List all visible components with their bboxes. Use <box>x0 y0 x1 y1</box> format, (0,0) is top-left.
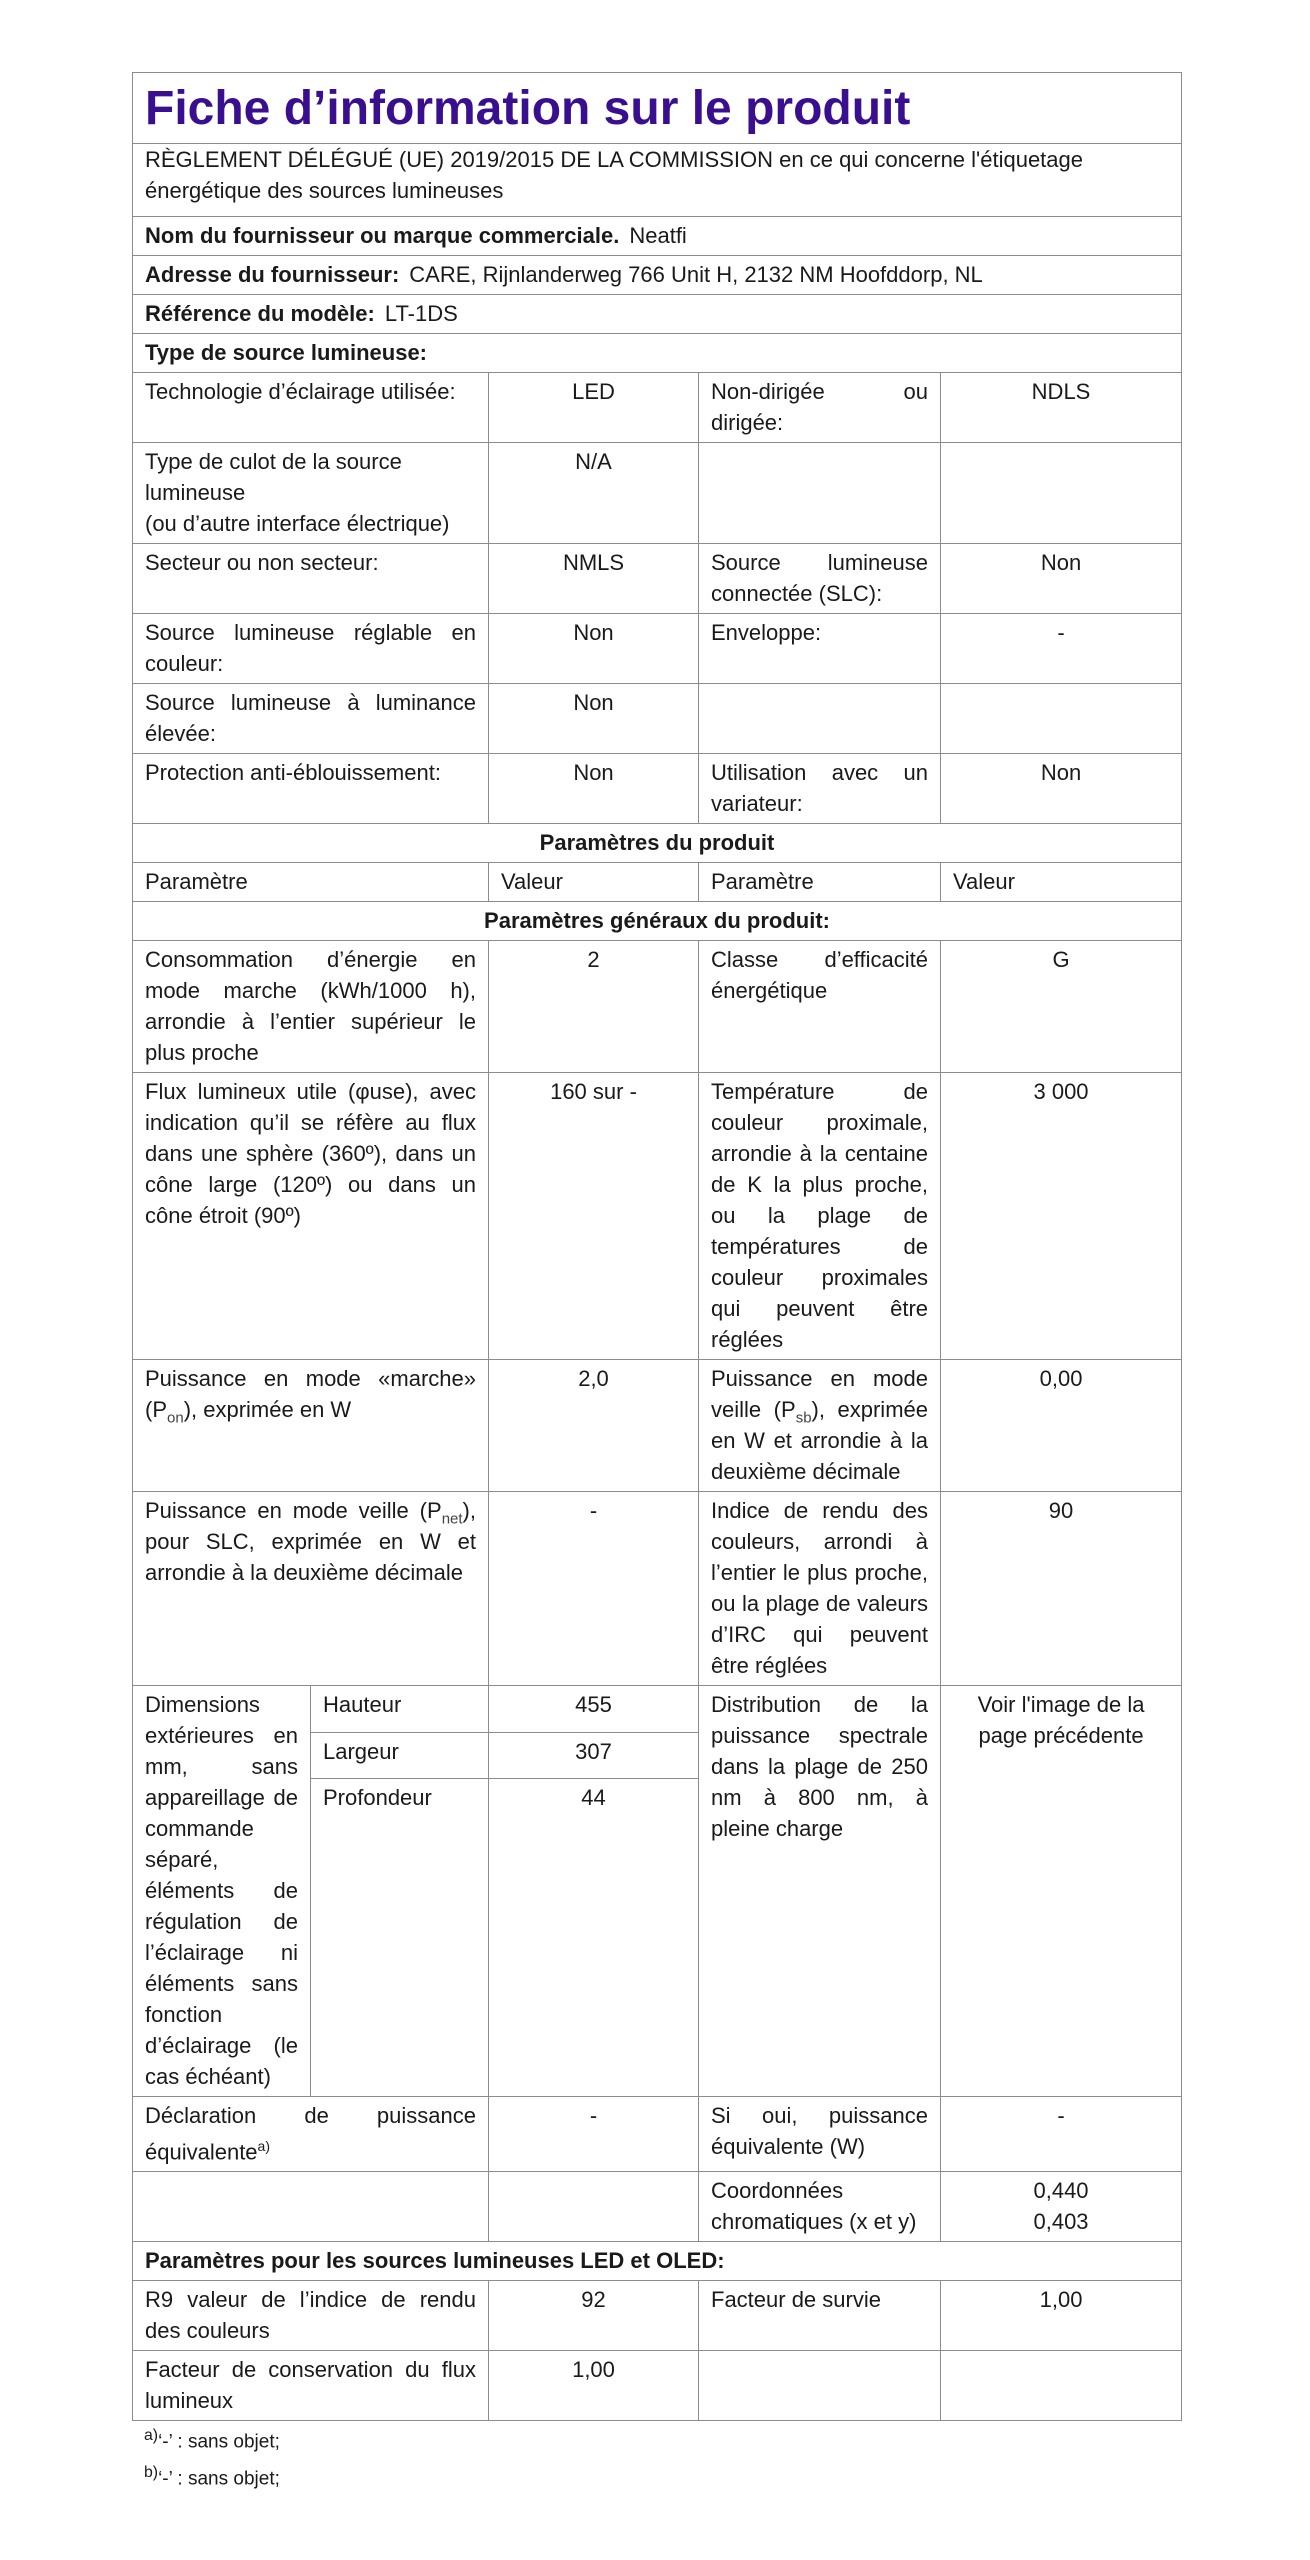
luminous-flux-value: 160 sur - <box>489 1073 699 1360</box>
colour-temperature-value: 3 000 <box>941 1073 1182 1360</box>
footnote-a <box>144 2421 1181 2457</box>
colour-temperature-label: Température de couleur proximale, arrondie à la centaine de K la plus proche, ou la plage de températures de couleur proximales qui peuvent être réglées <box>699 1073 941 1360</box>
model-label: Référence du modèle: <box>145 301 375 326</box>
footnote-a-mark: a) <box>144 2427 159 2445</box>
product-information-sheet <box>132 72 1181 2494</box>
on-mode-power-text: Puissance en mode «marche» (P <box>145 1366 476 1422</box>
empty-cell <box>699 684 941 754</box>
led-params-heading: Paramètres pour les sources lumineuses LED et OLED: <box>133 2242 1182 2281</box>
directional-value: NDLS <box>941 373 1182 443</box>
height-value: 455 <box>489 1686 699 1733</box>
equivalent-power-label <box>133 2097 489 2172</box>
cap-type-note: (ou d’autre interface électrique) <box>145 511 450 536</box>
footnote-ref-a: a) <box>257 2138 270 2154</box>
equivalent-power-text: Déclaration de puissance équivalente <box>145 2103 476 2165</box>
footnote-b <box>144 2458 1181 2494</box>
networked-standby-label <box>133 1492 489 1686</box>
footnotes <box>144 2421 1181 2494</box>
cap-type-value: N/A <box>489 443 699 544</box>
empty-cell <box>489 2172 699 2242</box>
height-label: Hauteur <box>311 1686 489 1733</box>
chromaticity-label: Coordonnées chromatiques (x et y) <box>699 2172 941 2242</box>
dimmer-label: Utilisation avec un variateur: <box>699 754 941 824</box>
tech-label: Technologie d’éclairage utilisée: <box>133 373 489 443</box>
supplier-value: Neatfi <box>629 223 687 248</box>
networked-standby-value: - <box>489 1492 699 1686</box>
connected-value: Non <box>941 544 1182 614</box>
equivalent-power-value: - <box>489 2097 699 2172</box>
chromaticity-value <box>941 2172 1182 2242</box>
cap-type-label <box>133 443 489 544</box>
standby-power-text: Puissance en mode veille (P <box>711 1366 928 1422</box>
chromaticity-x: 0,440 <box>1033 2178 1089 2204</box>
high-luminance-value: Non <box>489 684 699 754</box>
empty-cell <box>133 2172 489 2242</box>
col-header-value: Valeur <box>941 863 1182 902</box>
networked-standby-sub: net <box>441 1510 463 1528</box>
product-params-heading: Paramètres du produit <box>133 824 1182 863</box>
col-header-param: Paramètre <box>133 863 489 902</box>
glare-value: Non <box>489 754 699 824</box>
lumen-maintenance-value: 1,00 <box>489 2351 699 2421</box>
supplier-label: Nom du fournisseur ou marque commerciale. <box>145 223 620 248</box>
equivalent-watt-value: - <box>941 2097 1182 2172</box>
networked-standby-text-end: ), pour SLC, exprimée en W et arrondie à la deuxième décimale <box>145 1498 476 1585</box>
supplier-row <box>133 217 1182 256</box>
model-row <box>133 295 1182 334</box>
empty-cell <box>941 443 1182 544</box>
energy-class-value: G <box>941 941 1182 1073</box>
dimmer-value: Non <box>941 754 1182 824</box>
depth-value: 44 <box>489 1779 699 2097</box>
depth-label: Profondeur <box>311 1779 489 2097</box>
on-mode-power-text-end: ), exprimée en W <box>183 1397 352 1422</box>
cap-type-text: Type de culot de la source lumineuse <box>145 449 402 505</box>
dimensions-label: Dimensions extérieures en mm, sans appareillage de commande séparé, éléments de régulation de l’éclairage ni éléments sans fonction d’éclairage (le cas échéant) <box>133 1686 311 2097</box>
mains-label: Secteur ou non secteur: <box>133 544 489 614</box>
regulation-text: RÈGLEMENT DÉLÉGUÉ (UE) 2019/2015 DE LA COMMISSION en ce qui concerne l'étiquetage énergétique des sources lumineuses <box>133 144 1182 217</box>
standby-power-text-end: ), exprimée en W et arrondie à la deuxième décimale <box>711 1397 928 1484</box>
on-mode-power-value: 2,0 <box>489 1360 699 1492</box>
width-value: 307 <box>489 1732 699 1779</box>
directional-label: Non-dirigée ou dirigée: <box>699 373 941 443</box>
lumen-maintenance-label: Facteur de conservation du flux lumineux <box>133 2351 489 2421</box>
glare-label: Protection anti-éblouissement: <box>133 754 489 824</box>
empty-cell <box>699 2351 941 2421</box>
mains-value: NMLS <box>489 544 699 614</box>
cri-label: Indice de rendu des couleurs, arrondi à l’entier le plus proche, ou la plage de valeurs d’IRC qui peuvent être réglées <box>699 1492 941 1686</box>
luminous-flux-label: Flux lumineux utile (φuse), avec indication qu’il se réfère au flux dans une sphère (360º), dans un cône large (120º) ou dans un cône étroit (90º) <box>133 1073 489 1360</box>
energy-consumption-value: 2 <box>489 941 699 1073</box>
empty-cell <box>699 443 941 544</box>
address-value: CARE, Rijnlanderweg 766 Unit H, 2132 NM Hoofddorp, NL <box>409 262 983 287</box>
address-label: Adresse du fournisseur: <box>145 262 400 287</box>
model-value: LT-1DS <box>384 301 458 326</box>
energy-class-label: Classe d’efficacité énergétique <box>699 941 941 1073</box>
info-table <box>132 72 1182 2421</box>
spectral-distribution-value: Voir l'image de la page précédente <box>941 1686 1182 2097</box>
tech-value: LED <box>489 373 699 443</box>
energy-consumption-label: Consommation d’énergie en mode marche (kWh/1000 h), arrondie à l’entier supérieur le plus proche <box>133 941 489 1073</box>
footnote-a-text: ‘-’ : sans objet; <box>158 2431 280 2453</box>
colour-tunable-label: Source lumineuse réglable en couleur: <box>133 614 489 684</box>
address-row <box>133 256 1182 295</box>
high-luminance-label: Source lumineuse à luminance élevée: <box>133 684 489 754</box>
footnote-b-text: ‘-’ : sans objet; <box>158 2467 280 2489</box>
on-mode-power-sub: on <box>167 1409 184 1427</box>
col-header-param: Paramètre <box>699 863 941 902</box>
chromaticity-y: 0,403 <box>1033 2209 1089 2235</box>
on-mode-power-label <box>133 1360 489 1492</box>
spectral-distribution-label: Distribution de la puissance spectrale dans la plage de 250 nm à 800 nm, à pleine charge <box>699 1686 941 2097</box>
connected-label: Source lumineuse connectée (SLC): <box>699 544 941 614</box>
equivalent-watt-label: Si oui, puissance équivalente (W) <box>699 2097 941 2172</box>
standby-power-sub: sb <box>795 1409 812 1427</box>
empty-cell <box>941 684 1182 754</box>
standby-power-label <box>699 1360 941 1492</box>
survival-factor-value: 1,00 <box>941 2281 1182 2351</box>
width-label: Largeur <box>311 1732 489 1779</box>
standby-power-value: 0,00 <box>941 1360 1182 1492</box>
r9-label: R9 valeur de l’indice de rendu des couleurs <box>133 2281 489 2351</box>
colour-tunable-value: Non <box>489 614 699 684</box>
cri-value: 90 <box>941 1492 1182 1686</box>
envelope-label: Enveloppe: <box>699 614 941 684</box>
networked-standby-text: Puissance en mode veille (P <box>145 1498 442 1523</box>
source-type-heading: Type de source lumineuse: <box>133 334 1182 373</box>
page-title: Fiche d’information sur le produit <box>133 73 1182 144</box>
empty-cell <box>941 2351 1182 2421</box>
r9-value: 92 <box>489 2281 699 2351</box>
footnote-b-mark: b) <box>144 2463 159 2481</box>
survival-factor-label: Facteur de survie <box>699 2281 941 2351</box>
envelope-value: - <box>941 614 1182 684</box>
col-header-value: Valeur <box>489 863 699 902</box>
general-params-heading: Paramètres généraux du produit: <box>133 902 1182 941</box>
